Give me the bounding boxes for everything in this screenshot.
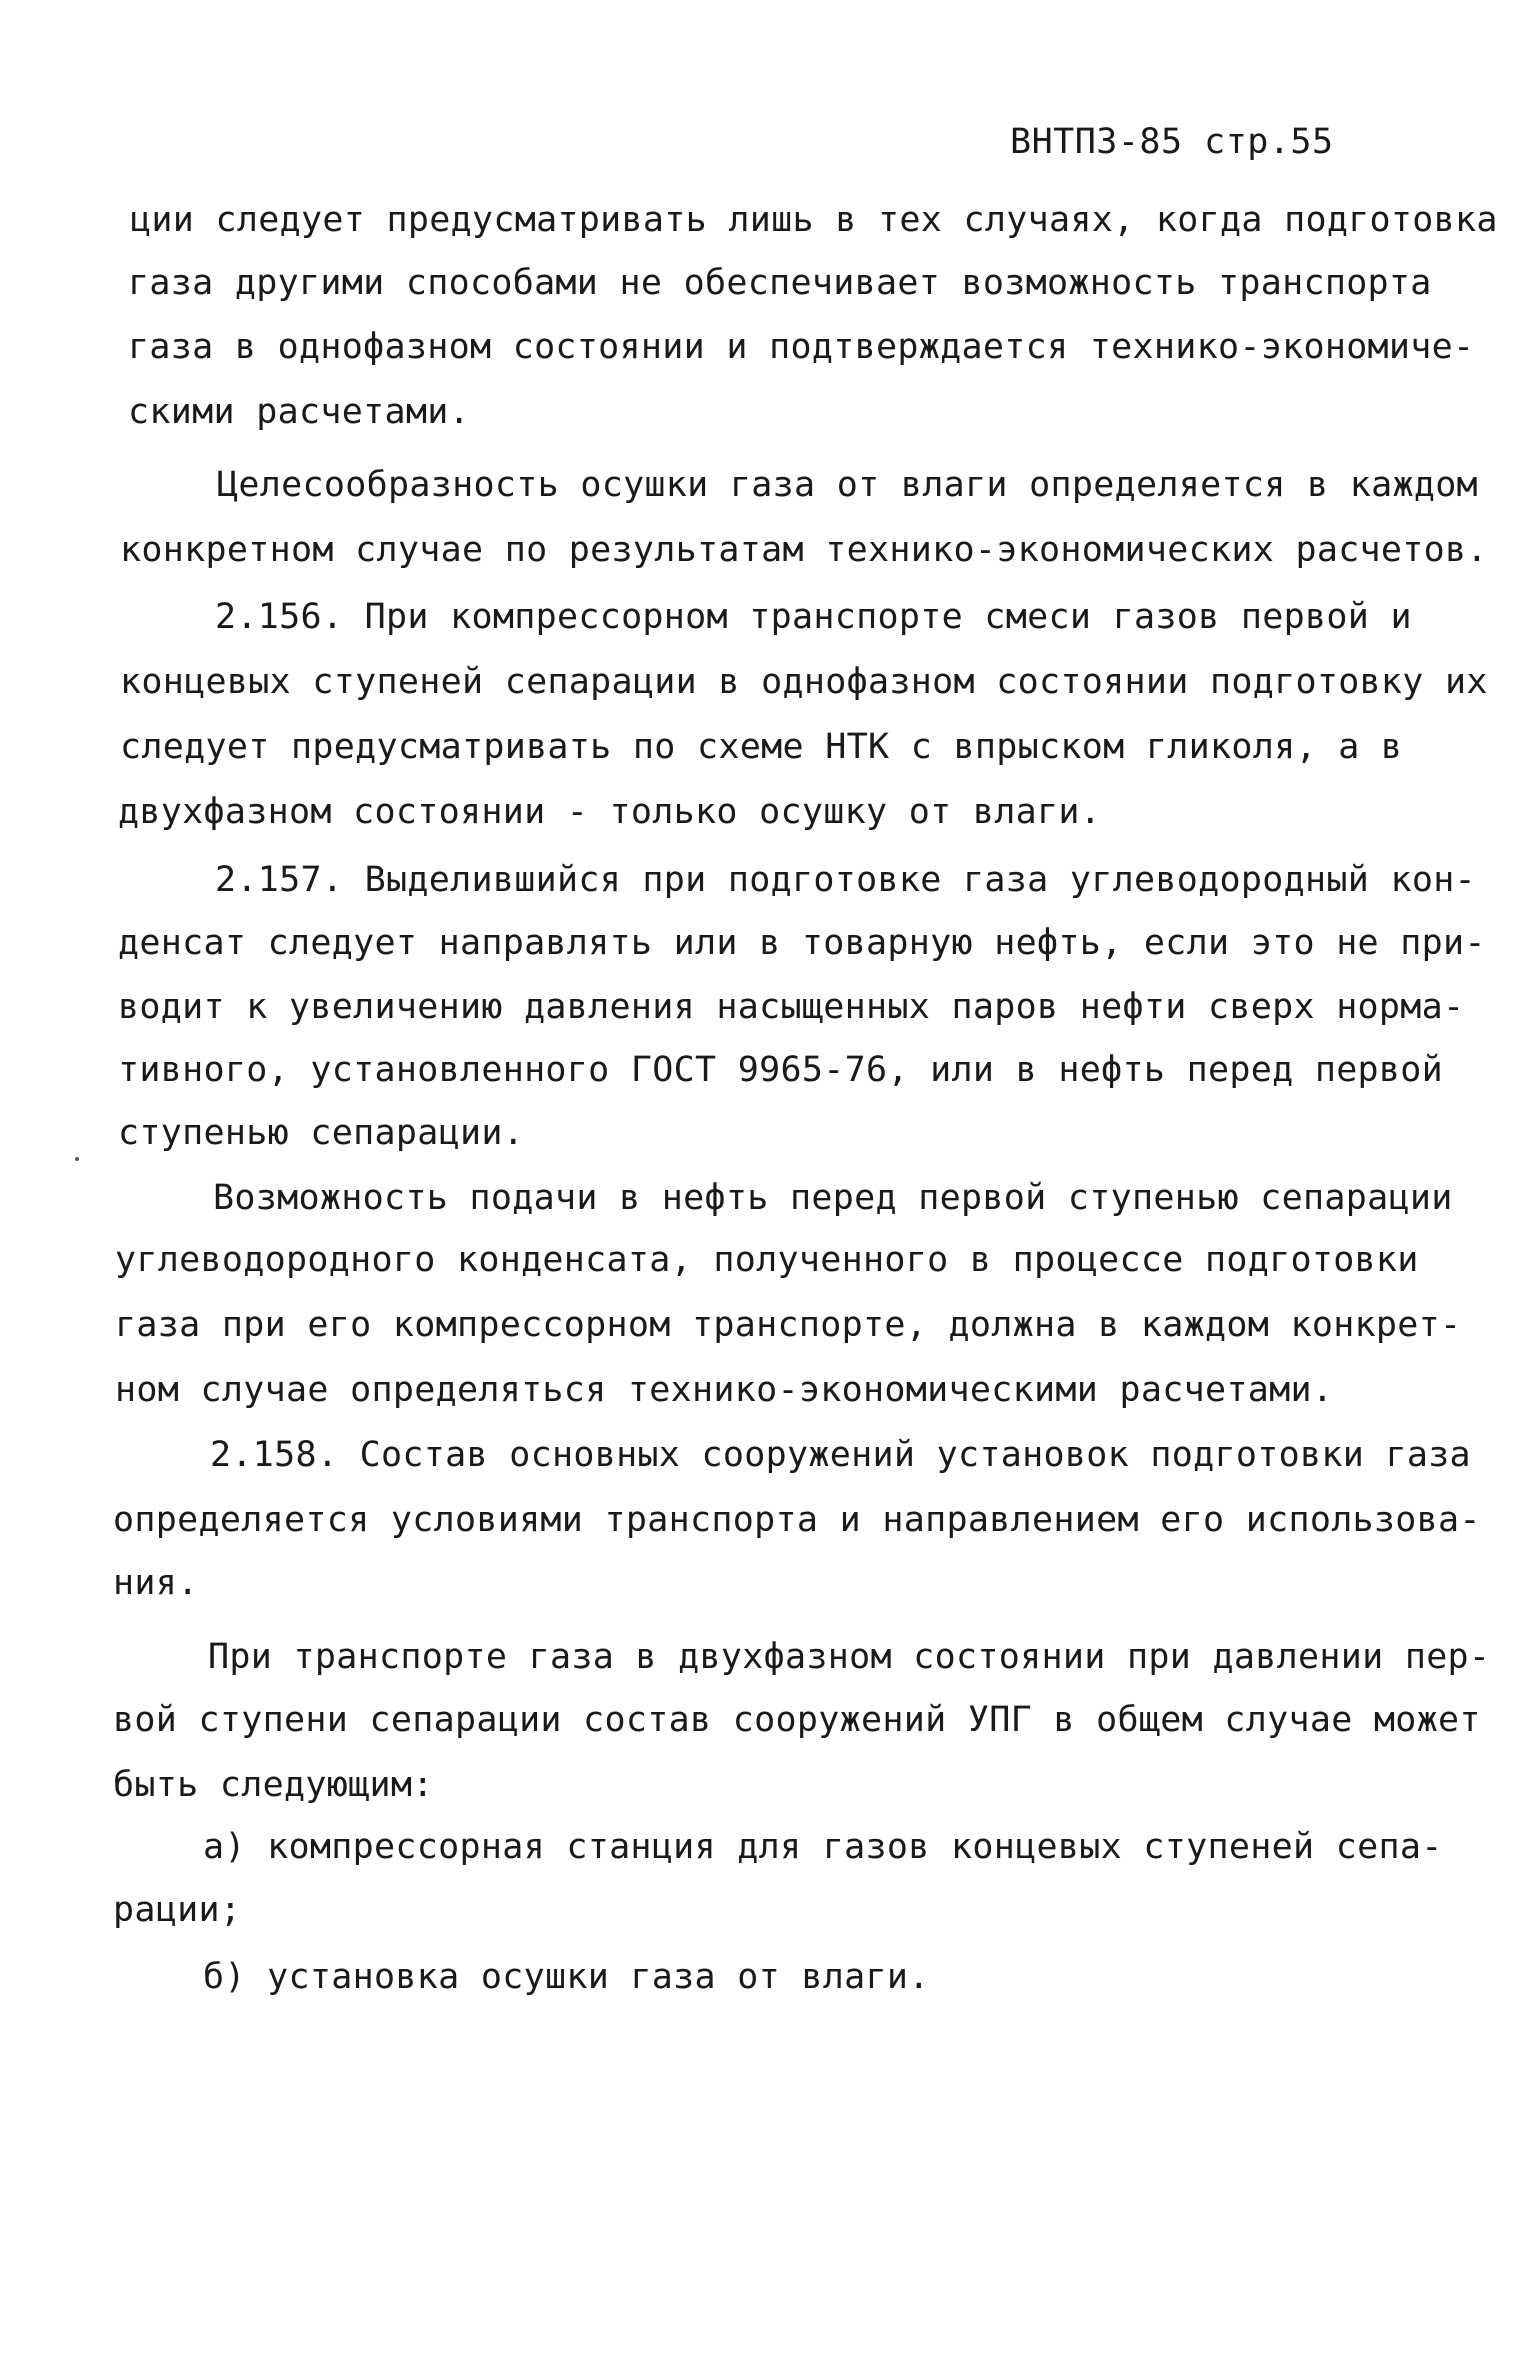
text-line: следует предусматривать по схеме НТК с впрыском гликоля, а в <box>120 727 1403 767</box>
text-line: углеводородного конденсата, полученного в процессе подготовки <box>115 1240 1419 1280</box>
text-line: вой ступени сепарации состав сооружений УПГ в общем случае может <box>113 1700 1481 1740</box>
text-line: рации; <box>113 1890 242 1930</box>
text-line: двухфазном состоянии - только осушку от влаги. <box>118 792 1102 832</box>
scan-speck <box>75 1157 79 1161</box>
text-line: газа в однофазном состоянии и подтверждается технико-экономиче- <box>128 327 1475 367</box>
text-line: быть следующим: <box>113 1765 434 1805</box>
text-line: скими расчетами. <box>128 392 470 432</box>
text-line: Целесообразность осушки газа от влаги определяется в каждом <box>217 465 1478 505</box>
text-line: концевых ступеней сепарации в однофазном состоянии подготовку их <box>120 662 1488 702</box>
text-line: ния. <box>113 1563 199 1603</box>
text-line: ции следует предусматривать лишь в тех случаях, когда подготовка <box>130 200 1498 240</box>
text-line: ном случае определяться технико-экономическими расчетами. <box>115 1370 1334 1410</box>
text-line: водит к увеличению давления насыщенных паров нефти сверх норма- <box>118 987 1465 1027</box>
text-line: конкретном случае по результатам технико-экономических расчетов. <box>120 530 1488 570</box>
text-line: Возможность подачи в нефть перед первой ступенью сепарации <box>213 1178 1453 1218</box>
text-line: газа при его компрессорном транспорте, должна в каждом конкрет- <box>115 1305 1462 1345</box>
text-line: 2.156. При компрессорном транспорте смеси газов первой и <box>215 597 1412 637</box>
page-header: ВНТП3-85 стр.55 <box>1010 122 1334 162</box>
text-line: тивного, установленного ГОСТ 9965-76, или в нефть перед первой <box>118 1050 1444 1090</box>
text-line: ступенью сепарации. <box>118 1113 525 1153</box>
text-line: 2.157. Выделившийся при подготовке газа углеводородный кон- <box>215 860 1476 900</box>
text-line: денсат следует направлять или в товарную нефть, если это не при- <box>118 923 1486 963</box>
text-line: а) компрессорная станция для газов концевых ступеней сепа- <box>203 1827 1443 1867</box>
text-line: При транспорте газа в двухфазном состоянии при давлении пер- <box>208 1637 1491 1677</box>
text-line: определяется условиями транспорта и направлением его использова- <box>113 1500 1481 1540</box>
text-line: газа другими способами не обеспечивает возможность транспорта <box>128 263 1432 303</box>
text-line: 2.158. Состав основных сооружений установок подготовки газа <box>210 1435 1471 1475</box>
text-line: б) установка осушки газа от влаги. <box>203 1957 930 1997</box>
